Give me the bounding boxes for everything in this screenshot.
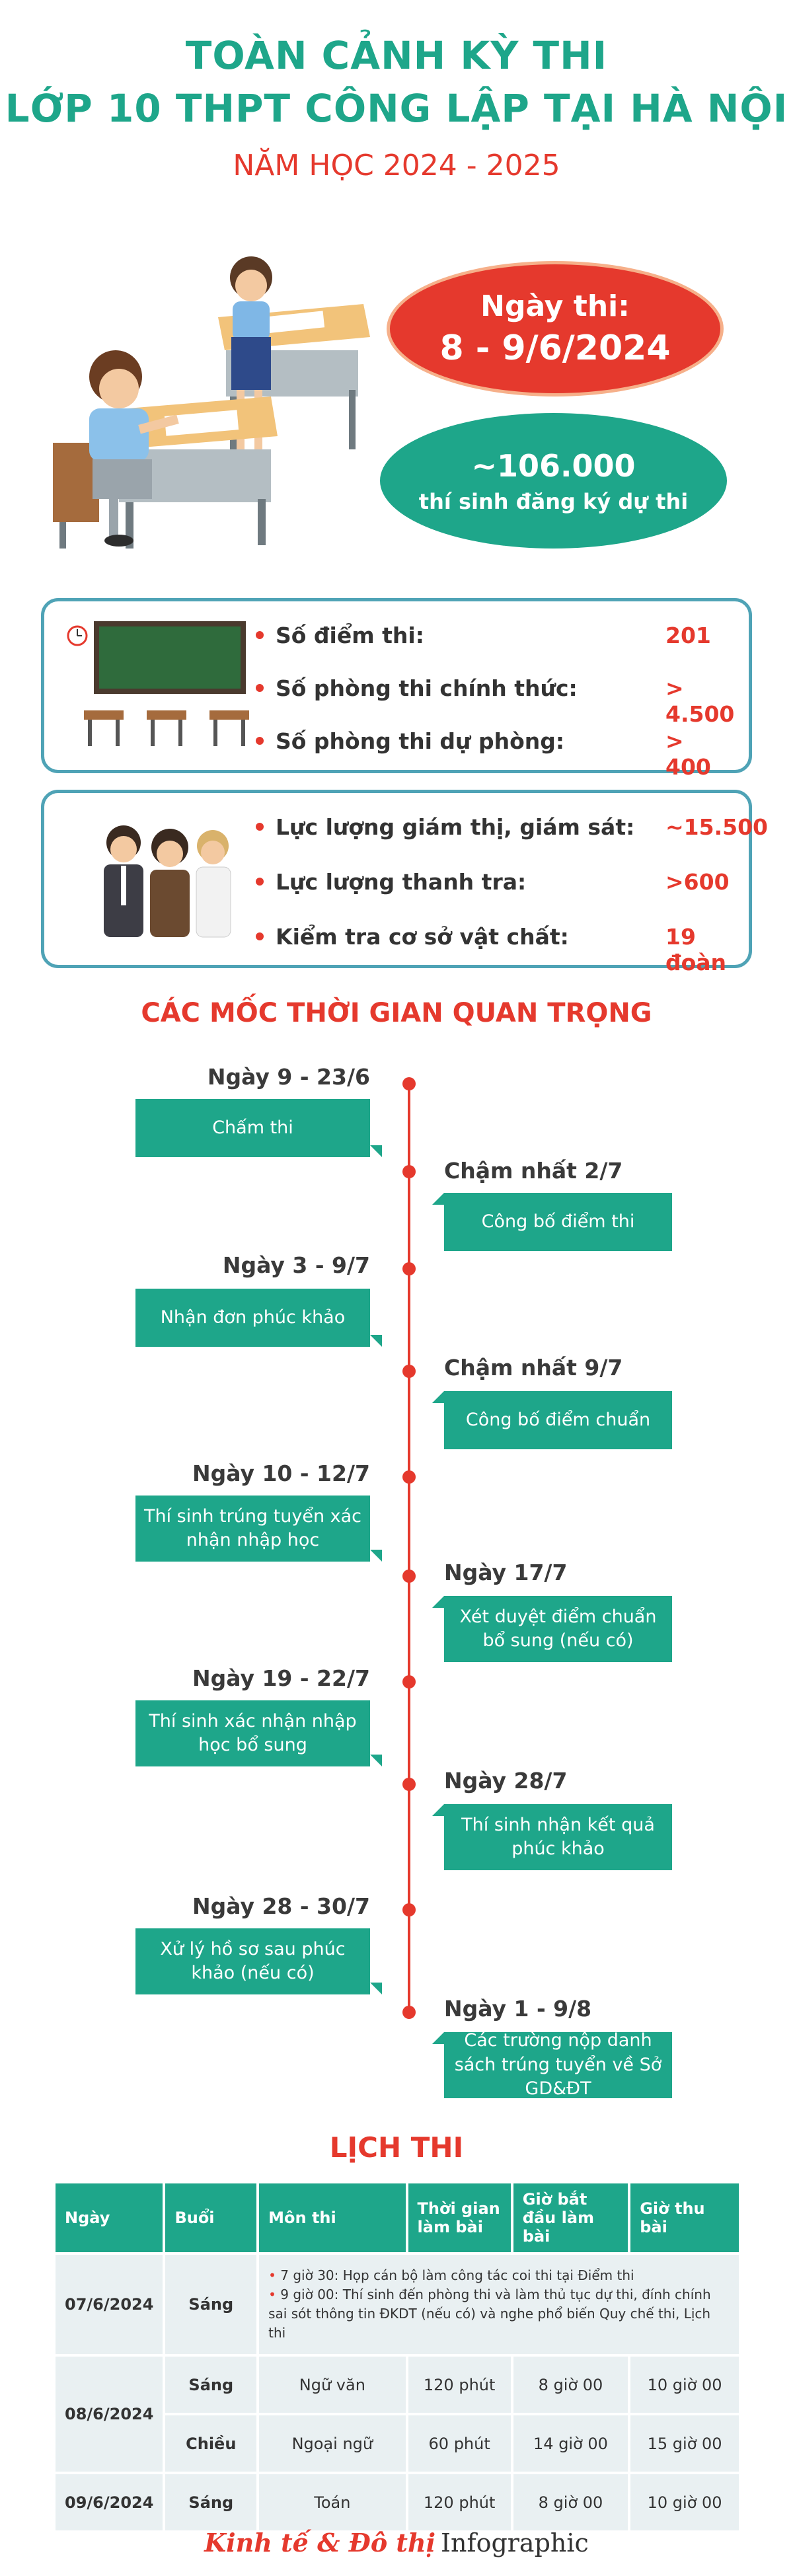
stat-value: >600: [665, 869, 730, 895]
students-illustration: [53, 245, 397, 549]
exam-schedule-table: [53, 2181, 741, 2533]
note-cell: [259, 2255, 739, 2354]
stat-row: [256, 814, 768, 840]
timeline-date: Ngày 10 - 12/7: [192, 1460, 370, 1486]
title-line-2: LỚP 10 THPT CÔNG LẬP TẠI HÀ NỘI: [5, 86, 788, 131]
classroom-icon: [64, 615, 262, 760]
table-row: [56, 2474, 739, 2530]
timeline-dot: [402, 1903, 416, 1916]
timeline-dot: [402, 1570, 416, 1583]
timeline-heading: CÁC MỐC THỜI GIAN QUAN TRỌNG: [141, 998, 652, 1028]
start-cell: 14 giờ 00: [513, 2415, 628, 2472]
end-cell: 10 giờ 00: [630, 2474, 739, 2530]
bullet-icon: [256, 932, 264, 940]
timeline-axis: [408, 1084, 410, 2016]
stat-value: 19 đoàn: [665, 924, 727, 975]
col-header: Môn thi: [259, 2183, 405, 2252]
bullet-icon: [256, 684, 264, 692]
bullet-icon: [256, 631, 264, 639]
timeline-date: Ngày 17/7: [444, 1560, 568, 1585]
col-header: Ngày: [56, 2183, 163, 2252]
timeline-date: Chậm nhất 2/7: [444, 1158, 623, 1184]
timeline-date: Ngày 28 - 30/7: [192, 1893, 370, 1919]
end-cell: 10 giờ 00: [630, 2357, 739, 2413]
stat-label: Kiểm tra cơ sở vật chất:: [276, 924, 569, 950]
timeline-date: Ngày 9 - 23/6: [207, 1064, 370, 1090]
exam-date-label: Ngày thi:: [480, 289, 630, 323]
timeline-dot: [402, 1470, 416, 1484]
stat-row: [256, 924, 732, 975]
timeline-date: Ngày 1 - 9/8: [444, 1996, 592, 2022]
timeline-date: Ngày 3 - 9/7: [222, 1252, 370, 1278]
timeline-event: Các trường nộp danh sách trúng tuyển về Sở GD&ĐT: [444, 2032, 672, 2098]
duration-cell: 120 phút: [408, 2357, 511, 2413]
timeline-date: Ngày 19 - 22/7: [192, 1665, 370, 1691]
stat-label: Số phòng thi dự phòng:: [276, 728, 565, 754]
timeline-date: Chậm nhất 9/7: [444, 1355, 623, 1381]
timeline-dot: [402, 1165, 416, 1178]
stat-value: > 4.500: [665, 675, 735, 727]
schedule-heading: LỊCH THI: [329, 2131, 464, 2164]
exam-date-value: 8 - 9/6/2024: [439, 328, 671, 368]
subject-cell: Ngữ văn: [259, 2357, 405, 2413]
note-item: • 7 giờ 30: Họp cán bộ làm công tác coi thi tại Điểm thi: [268, 2266, 730, 2285]
date-cell: 09/6/2024: [56, 2474, 163, 2530]
session-cell: Sáng: [165, 2357, 256, 2413]
timeline-dot: [402, 1675, 416, 1688]
stat-row: [256, 728, 732, 780]
bullet-icon: [256, 878, 264, 886]
stat-value: > 400: [665, 728, 711, 780]
table-header-row: [56, 2183, 739, 2252]
timeline-event: Thí sinh nhận kết quả phúc khảo: [444, 1804, 672, 1870]
timeline-event: Nhận đơn phúc khảo: [135, 1289, 370, 1347]
timeline-event: Xét duyệt điểm chuẩn bổ sung (nếu có): [444, 1596, 672, 1662]
candidates-badge: [380, 413, 727, 549]
date-cell: 07/6/2024: [56, 2255, 163, 2354]
subtitle: NĂM HỌC 2024 - 2025: [233, 149, 560, 182]
stat-label: Số điểm thi:: [276, 623, 424, 648]
start-cell: 8 giờ 00: [513, 2357, 628, 2413]
stat-value: ~15.500: [665, 814, 768, 840]
start-cell: 8 giờ 00: [513, 2474, 628, 2530]
staff-people-icon: [64, 806, 262, 952]
session-cell: Sáng: [165, 2255, 256, 2354]
col-header: Giờ thu bài: [630, 2183, 739, 2252]
timeline-event: Chấm thi: [135, 1099, 370, 1157]
subject-cell: Ngoại ngữ: [259, 2415, 405, 2472]
timeline-event: Công bố điểm chuẩn: [444, 1391, 672, 1449]
stat-label: Lực lượng thanh tra:: [276, 869, 527, 895]
stat-value: 201: [665, 623, 711, 648]
stat-row: [256, 623, 732, 648]
timeline-event: Thí sinh xác nhận nhập học bổ sung: [135, 1700, 370, 1766]
timeline-event: Công bố điểm thi: [444, 1193, 672, 1251]
col-header: Buổi: [165, 2183, 256, 2252]
staff-stats-card: [41, 790, 768, 975]
brand-logo: Kinh tế & Đô thị: [204, 2528, 436, 2557]
end-cell: 15 giờ 00: [630, 2415, 739, 2472]
brand-suffix: Infographic: [441, 2528, 589, 2557]
candidates-label: thí sinh đăng ký dự thi: [418, 488, 689, 514]
exam-date-badge: [387, 261, 724, 397]
timeline-dot: [402, 2006, 416, 2019]
stat-row: [256, 675, 735, 727]
footer-logo: [0, 2528, 793, 2557]
note-item: • 9 giờ 00: Thí sinh đến phòng thi và làm thủ tục dự thi, đính chính sai sót thông tin ĐKDT (nếu có) và nghe phổ biến Quy chế thi, Lịch thi: [268, 2285, 730, 2343]
table-row: [56, 2255, 739, 2354]
title-line-1: TOÀN CẢNH KỲ THI: [185, 33, 608, 78]
duration-cell: 120 phút: [408, 2474, 511, 2530]
bullet-icon: [256, 737, 264, 745]
timeline-dot: [402, 1077, 416, 1090]
bullet-icon: [256, 823, 264, 831]
duration-cell: 60 phút: [408, 2415, 511, 2472]
timeline-dot: [402, 1262, 416, 1275]
timeline-event: Xử lý hồ sơ sau phúc khảo (nếu có): [135, 1928, 370, 1994]
venue-stats-card: [41, 598, 752, 780]
stat-row: [256, 869, 732, 895]
session-cell: Chiều: [165, 2415, 256, 2472]
col-header: Giờ bắt đầu làm bài: [513, 2183, 628, 2252]
col-header: Thời gian làm bài: [408, 2183, 511, 2252]
stat-label: Lực lượng giám thị, giám sát:: [276, 814, 635, 840]
timeline-date: Ngày 28/7: [444, 1768, 568, 1794]
session-cell: Sáng: [165, 2474, 256, 2530]
date-cell: 08/6/2024: [56, 2357, 163, 2472]
table-row: [56, 2357, 739, 2413]
candidates-value: ~106.000: [471, 447, 636, 484]
subject-cell: Toán: [259, 2474, 405, 2530]
timeline-event: Thí sinh trúng tuyển xác nhận nhập học: [135, 1496, 370, 1562]
timeline-dot: [402, 1365, 416, 1378]
timeline-dot: [402, 1778, 416, 1791]
stat-label: Số phòng thi chính thức:: [276, 675, 578, 701]
